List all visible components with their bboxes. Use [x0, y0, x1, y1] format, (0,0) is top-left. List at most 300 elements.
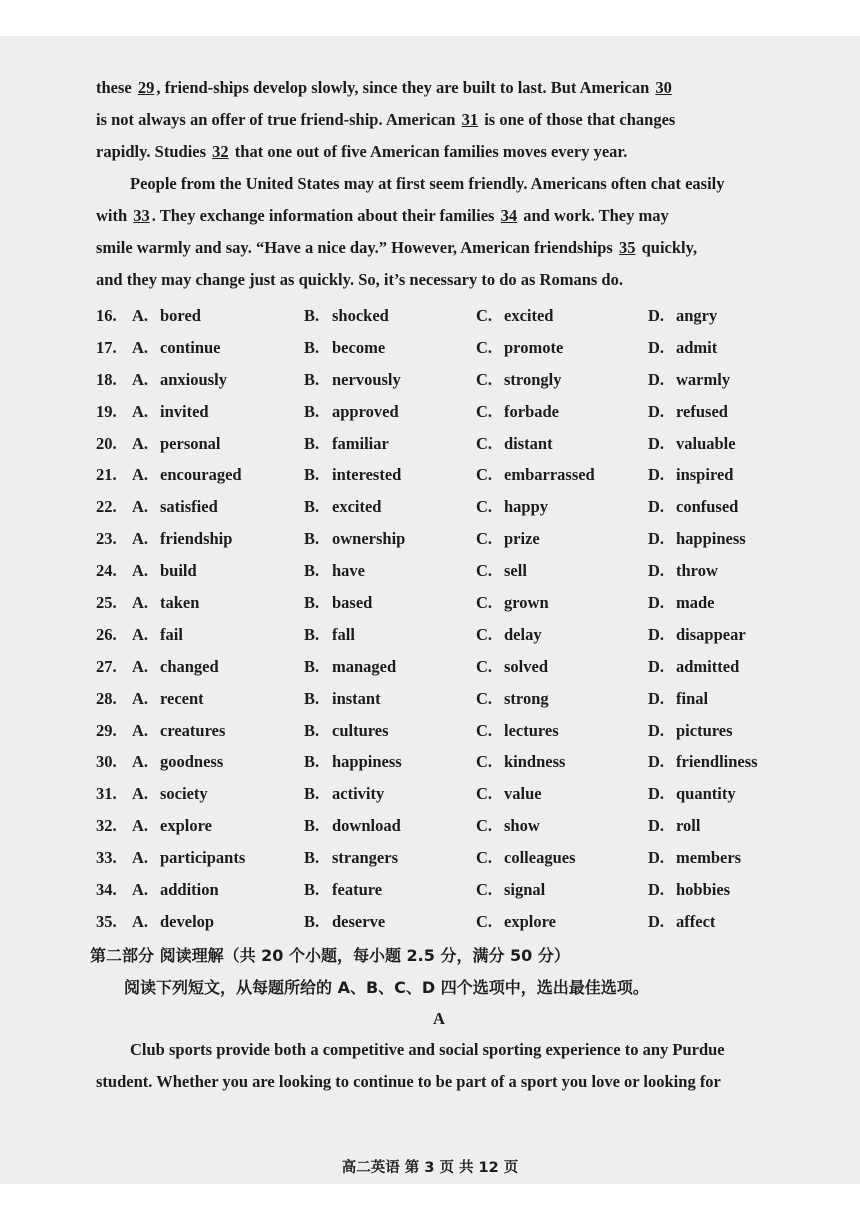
- option-word: colleagues: [504, 848, 576, 868]
- blank-number: 33: [133, 206, 150, 225]
- answer-option: [648, 816, 700, 836]
- option-letter: C.: [476, 369, 493, 389]
- option-word: affect: [676, 911, 716, 931]
- option-word: value: [504, 784, 542, 804]
- answer-option: [476, 370, 648, 390]
- option-word: solved: [504, 656, 549, 676]
- passage-line: [96, 104, 782, 136]
- option-letter: B.: [304, 465, 320, 485]
- option-letter: B.: [304, 529, 320, 549]
- answer-option: [476, 848, 648, 868]
- option-letter: A.: [132, 465, 149, 485]
- answer-option: [648, 465, 733, 485]
- question-row: [96, 874, 782, 906]
- answer-option: [476, 306, 648, 326]
- option-letter: D.: [648, 433, 665, 453]
- answer-option: [476, 752, 648, 772]
- answer-option: [476, 497, 648, 517]
- option-letter: C.: [476, 624, 493, 644]
- option-word: have: [332, 561, 365, 581]
- question-number: 20.: [96, 433, 117, 453]
- answer-option: [132, 657, 304, 677]
- option-letter: D.: [648, 720, 665, 740]
- answer-option: [648, 402, 728, 422]
- answer-option: [132, 593, 304, 613]
- question-row: [96, 428, 782, 460]
- option-word: continue: [160, 337, 221, 357]
- option-letter: B.: [304, 816, 320, 836]
- option-letter: A.: [132, 879, 149, 899]
- option-word: prize: [504, 529, 540, 549]
- passage-a-text: [96, 1034, 782, 1098]
- question-row: [96, 523, 782, 555]
- option-word: changed: [160, 656, 219, 676]
- answer-option: [476, 561, 648, 581]
- answer-option: [132, 465, 304, 485]
- option-letter: B.: [304, 656, 320, 676]
- question-number: 29.: [96, 720, 117, 740]
- page-content: [90, 72, 782, 1098]
- answer-option: [304, 529, 476, 549]
- option-word: recent: [160, 688, 204, 708]
- option-letter: C.: [476, 401, 493, 421]
- page-footer: 高二英语 第 3 页 共 12 页: [341, 1160, 519, 1176]
- option-word: feature: [332, 879, 383, 899]
- option-letter: B.: [304, 688, 320, 708]
- answer-option: [304, 848, 476, 868]
- answer-option: [132, 561, 304, 581]
- option-word: taken: [160, 592, 200, 612]
- option-letter: A.: [132, 529, 149, 549]
- option-word: throw: [676, 561, 718, 581]
- passage-line: [96, 232, 782, 264]
- option-word: final: [676, 688, 709, 708]
- option-word: distant: [504, 433, 553, 453]
- answer-option: [476, 657, 648, 677]
- blank-number: 35: [618, 238, 636, 257]
- passage-text: , friend-ships develop slowly, since they are built to last. But American: [156, 78, 654, 97]
- answer-option: [476, 912, 648, 932]
- answer-option: [132, 338, 304, 358]
- passage-text: People from the United States may at first seem friendly. Americans often chat easily: [130, 174, 725, 193]
- option-letter: D.: [648, 656, 665, 676]
- option-word: friendship: [160, 529, 233, 549]
- option-letter: C.: [476, 879, 493, 899]
- option-word: shocked: [332, 305, 389, 325]
- option-word: based: [332, 592, 373, 612]
- answer-option: [304, 561, 476, 581]
- option-word: pictures: [676, 720, 733, 740]
- answer-option: [476, 402, 648, 422]
- option-word: build: [160, 561, 197, 581]
- option-letter: A.: [132, 337, 149, 357]
- passage-text: rapidly. Studies: [96, 142, 211, 161]
- option-letter: C.: [476, 656, 493, 676]
- question-number: 26.: [96, 624, 117, 644]
- cloze-options-list: [96, 300, 782, 938]
- option-letter: D.: [648, 816, 665, 836]
- option-letter: C.: [476, 561, 493, 581]
- answer-option: [648, 561, 718, 581]
- answer-option: [132, 721, 304, 741]
- option-word: refused: [676, 401, 728, 421]
- option-word: happy: [504, 497, 549, 517]
- answer-option: [304, 784, 476, 804]
- answer-option: [648, 370, 730, 390]
- question-row: [96, 810, 782, 842]
- option-letter: A.: [132, 784, 149, 804]
- option-letter: A.: [132, 848, 149, 868]
- answer-option: [304, 657, 476, 677]
- option-letter: D.: [648, 561, 665, 581]
- passage-text: and work. They may: [519, 206, 669, 225]
- cloze-paragraph-1: [96, 72, 782, 168]
- option-letter: D.: [648, 879, 665, 899]
- answer-option: [648, 752, 758, 772]
- question-number: 21.: [96, 465, 117, 485]
- option-word: strangers: [332, 848, 398, 868]
- question-number: 17.: [96, 337, 117, 357]
- option-word: addition: [160, 879, 219, 899]
- question-number: 33.: [96, 848, 117, 868]
- passage-line: [96, 136, 782, 168]
- answer-option: [648, 497, 738, 517]
- option-letter: B.: [304, 561, 320, 581]
- option-word: interested: [332, 465, 402, 485]
- question-row: [96, 683, 782, 715]
- exam-page: [0, 36, 860, 1184]
- option-word: fail: [160, 624, 183, 644]
- answer-option: [476, 784, 648, 804]
- passage-text: is not always an offer of true friend-ship. American: [96, 110, 460, 129]
- option-letter: A.: [132, 433, 149, 453]
- option-letter: D.: [648, 337, 665, 357]
- option-letter: B.: [304, 624, 320, 644]
- option-letter: B.: [304, 592, 320, 612]
- option-word: invited: [160, 401, 209, 421]
- answer-option: [648, 848, 741, 868]
- blank-number: 32: [212, 142, 229, 161]
- answer-option: [304, 593, 476, 613]
- option-letter: D.: [648, 848, 665, 868]
- option-word: forbade: [504, 401, 559, 421]
- option-letter: C.: [476, 529, 493, 549]
- question-row: [96, 364, 782, 396]
- option-word: admitted: [676, 656, 740, 676]
- option-word: deserve: [332, 911, 386, 931]
- answer-option: [132, 370, 304, 390]
- passage-text: with: [96, 206, 132, 225]
- option-letter: C.: [476, 720, 493, 740]
- option-letter: D.: [648, 497, 665, 517]
- passage-text: quickly,: [637, 238, 698, 257]
- option-letter: C.: [476, 337, 493, 357]
- option-letter: A.: [132, 497, 149, 517]
- option-letter: A.: [132, 720, 149, 740]
- option-word: personal: [160, 433, 221, 453]
- option-word: familiar: [332, 433, 389, 453]
- answer-option: [132, 784, 304, 804]
- option-word: show: [504, 816, 540, 836]
- answer-option: [476, 816, 648, 836]
- question-number: 18.: [96, 369, 117, 389]
- answer-option: [304, 497, 476, 517]
- question-row: [96, 651, 782, 683]
- option-letter: B.: [304, 305, 320, 325]
- option-letter: A.: [132, 305, 149, 325]
- answer-option: [304, 721, 476, 741]
- answer-option: [132, 912, 304, 932]
- answer-option: [648, 784, 736, 804]
- answer-option: [476, 593, 648, 613]
- option-word: admit: [676, 337, 718, 357]
- question-number: 28.: [96, 688, 117, 708]
- answer-option: [476, 880, 648, 900]
- option-letter: B.: [304, 337, 320, 357]
- option-letter: A.: [132, 688, 149, 708]
- option-letter: C.: [476, 752, 493, 772]
- passage-line: [96, 168, 782, 200]
- answer-option: [132, 752, 304, 772]
- option-word: signal: [504, 879, 546, 899]
- passage-line: [96, 264, 782, 296]
- passage-line: [96, 200, 782, 232]
- option-letter: A.: [132, 561, 149, 581]
- section-heading: 第二部分 阅读理解（共 20 个小题，每小题 2.5 分，满分 50 分）: [90, 945, 570, 965]
- option-letter: B.: [304, 911, 320, 931]
- option-word: download: [332, 816, 401, 836]
- option-word: activity: [332, 784, 385, 804]
- option-letter: D.: [648, 305, 665, 325]
- answer-option: [476, 689, 648, 709]
- answer-option: [132, 689, 304, 709]
- option-letter: B.: [304, 401, 320, 421]
- answer-option: [304, 912, 476, 932]
- option-word: lectures: [504, 720, 559, 740]
- passage-text: that one out of five American families moves every year.: [230, 142, 628, 161]
- option-word: happiness: [332, 752, 402, 772]
- answer-option: [648, 593, 715, 613]
- answer-option: [648, 529, 746, 549]
- passage-text: and they may change just as quickly. So, it’s necessary to do as Romans do.: [96, 270, 623, 289]
- answer-option: [304, 625, 476, 645]
- question-number: 34.: [96, 879, 117, 899]
- question-row: [96, 746, 782, 778]
- answer-option: [132, 880, 304, 900]
- question-row: [96, 906, 782, 938]
- option-letter: D.: [648, 465, 665, 485]
- option-letter: A.: [132, 401, 149, 421]
- option-word: angry: [676, 305, 718, 325]
- option-word: develop: [160, 911, 215, 931]
- option-letter: B.: [304, 784, 320, 804]
- option-letter: A.: [132, 656, 149, 676]
- passage-a-line: student. Whether you are looking to continue to be part of a sport you love or looking for: [96, 1071, 721, 1091]
- answer-option: [304, 465, 476, 485]
- blank-number: 34: [500, 206, 518, 225]
- option-word: explore: [160, 816, 212, 836]
- option-letter: B.: [304, 369, 320, 389]
- option-word: roll: [676, 816, 701, 836]
- answer-option: [304, 434, 476, 454]
- option-letter: C.: [476, 465, 493, 485]
- answer-option: [648, 912, 715, 932]
- cloze-paragraph-2: [96, 168, 782, 296]
- option-letter: D.: [648, 529, 665, 549]
- answer-option: [476, 465, 648, 485]
- option-word: strong: [504, 688, 549, 708]
- question-number: 22.: [96, 497, 117, 517]
- question-row: [96, 332, 782, 364]
- answer-option: [648, 689, 708, 709]
- option-word: members: [676, 848, 742, 868]
- option-word: strongly: [504, 369, 562, 389]
- option-letter: B.: [304, 848, 320, 868]
- question-row: [96, 587, 782, 619]
- question-number: 25.: [96, 592, 117, 612]
- option-word: participants: [160, 848, 246, 868]
- question-number: 30.: [96, 752, 117, 772]
- option-letter: B.: [304, 497, 320, 517]
- answer-option: [476, 625, 648, 645]
- answer-option: [648, 306, 717, 326]
- option-word: grown: [504, 592, 549, 612]
- option-word: fall: [332, 624, 355, 644]
- passage-line: [96, 72, 782, 104]
- answer-option: [132, 402, 304, 422]
- answer-option: [304, 370, 476, 390]
- question-row: [96, 778, 782, 810]
- option-word: excited: [504, 305, 554, 325]
- question-row: [96, 619, 782, 651]
- answer-option: [132, 306, 304, 326]
- option-word: made: [676, 592, 715, 612]
- answer-option: [648, 625, 746, 645]
- blank-number: 31: [461, 110, 479, 129]
- option-letter: D.: [648, 369, 665, 389]
- option-letter: D.: [648, 624, 665, 644]
- question-number: 19.: [96, 401, 117, 421]
- option-letter: A.: [132, 816, 149, 836]
- option-word: happiness: [676, 529, 746, 549]
- option-word: become: [332, 337, 386, 357]
- option-word: instant: [332, 688, 381, 708]
- option-word: society: [160, 784, 208, 804]
- blank-number: 30: [655, 78, 672, 97]
- option-letter: B.: [304, 720, 320, 740]
- option-word: warmly: [676, 369, 731, 389]
- answer-option: [304, 752, 476, 772]
- option-word: satisfied: [160, 497, 218, 517]
- option-word: encouraged: [160, 465, 242, 485]
- answer-option: [304, 306, 476, 326]
- option-letter: A.: [132, 369, 149, 389]
- answer-option: [476, 529, 648, 549]
- answer-option: [648, 880, 730, 900]
- option-letter: D.: [648, 401, 665, 421]
- answer-option: [304, 880, 476, 900]
- passage-text: these: [96, 78, 136, 97]
- answer-option: [304, 689, 476, 709]
- option-letter: C.: [476, 816, 493, 836]
- option-letter: A.: [132, 752, 149, 772]
- option-letter: C.: [476, 497, 493, 517]
- question-number: 35.: [96, 911, 117, 931]
- passage-a-line: Club sports provide both a competitive and social sporting experience to any Purdue: [130, 1039, 725, 1059]
- passage-text: is one of those that changes: [480, 110, 676, 129]
- option-word: nervously: [332, 369, 401, 389]
- reading-instruction: 阅读下列短文，从每题所给的 A、B、C、D 四个选项中，选出最佳选项。: [124, 977, 649, 997]
- answer-option: [132, 816, 304, 836]
- option-word: inspired: [676, 465, 734, 485]
- option-letter: D.: [648, 688, 665, 708]
- answer-option: [132, 497, 304, 517]
- option-word: cultures: [332, 720, 389, 740]
- answer-option: [476, 721, 648, 741]
- option-letter: C.: [476, 305, 493, 325]
- option-word: promote: [504, 337, 564, 357]
- answer-option: [132, 529, 304, 549]
- answer-option: [132, 434, 304, 454]
- option-letter: A.: [132, 911, 149, 931]
- question-row: [96, 459, 782, 491]
- option-word: kindness: [504, 752, 566, 772]
- option-letter: C.: [476, 911, 493, 931]
- question-number: 16.: [96, 305, 117, 325]
- question-number: 31.: [96, 784, 117, 804]
- option-letter: C.: [476, 688, 493, 708]
- question-row: [96, 715, 782, 747]
- answer-option: [648, 721, 733, 741]
- option-word: valuable: [676, 433, 736, 453]
- option-letter: B.: [304, 433, 320, 453]
- passage-text: smile warmly and say. “Have a nice day.” However, American friendships: [96, 238, 617, 257]
- option-letter: C.: [476, 848, 493, 868]
- answer-option: [648, 434, 736, 454]
- option-letter: D.: [648, 752, 665, 772]
- option-word: disappear: [676, 624, 746, 644]
- option-word: ownership: [332, 529, 406, 549]
- blank-number: 29: [137, 78, 155, 97]
- option-letter: D.: [648, 592, 665, 612]
- option-letter: B.: [304, 752, 320, 772]
- option-word: bored: [160, 305, 201, 325]
- question-row: [96, 491, 782, 523]
- option-word: managed: [332, 656, 397, 676]
- answer-option: [304, 402, 476, 422]
- option-word: hobbies: [676, 879, 731, 899]
- passage-text: . They exchange information about their families: [151, 206, 499, 225]
- option-word: quantity: [676, 784, 736, 804]
- question-row: [96, 555, 782, 587]
- option-letter: C.: [476, 592, 493, 612]
- question-number: 23.: [96, 529, 117, 549]
- question-row: [96, 842, 782, 874]
- option-word: creatures: [160, 720, 226, 740]
- passage-a-title: A: [433, 1008, 445, 1028]
- question-number: 27.: [96, 656, 117, 676]
- option-word: delay: [504, 624, 542, 644]
- option-word: explore: [504, 911, 556, 931]
- option-word: confused: [676, 497, 739, 517]
- option-word: anxiously: [160, 369, 227, 389]
- answer-option: [304, 816, 476, 836]
- question-number: 24.: [96, 561, 117, 581]
- question-row: [96, 396, 782, 428]
- option-letter: C.: [476, 433, 493, 453]
- option-letter: A.: [132, 592, 149, 612]
- answer-option: [132, 625, 304, 645]
